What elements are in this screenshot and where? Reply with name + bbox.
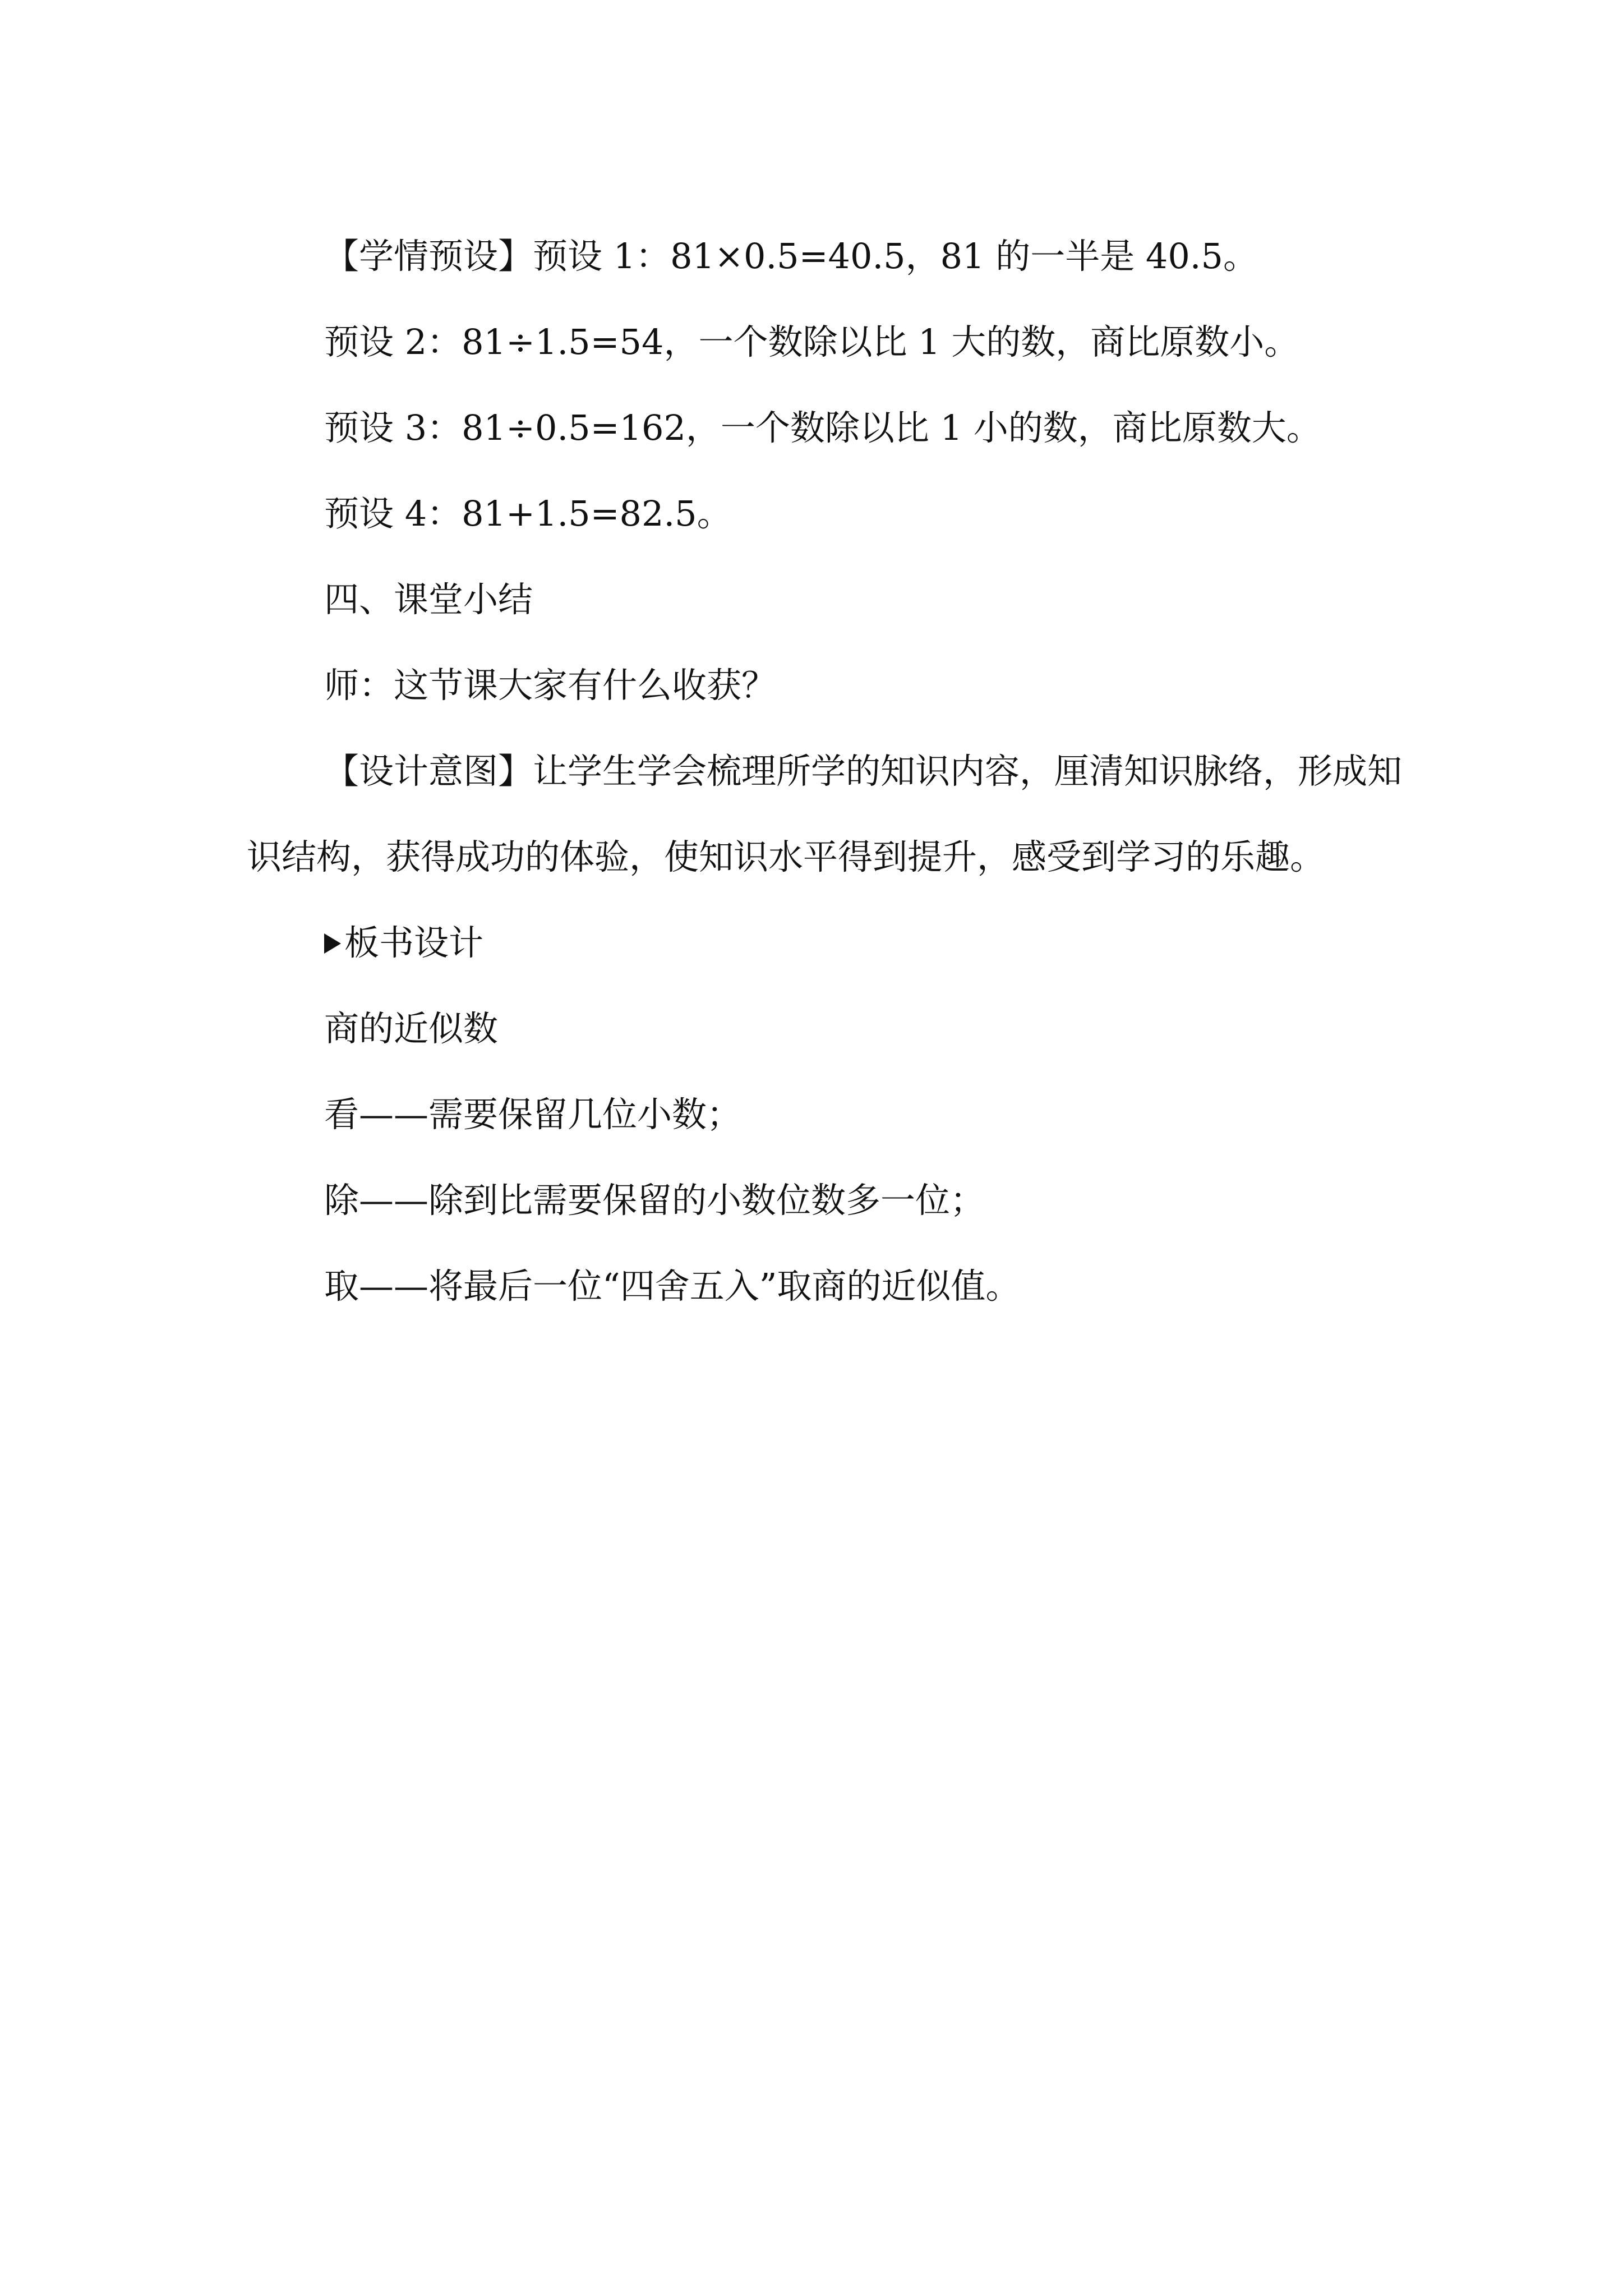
document-body — [247, 213, 1413, 1329]
board-line-take: 取——将最后一位“四舍五入”取商的近似值。 — [324, 1266, 1021, 1306]
triangle-bullet-icon — [324, 933, 341, 954]
board-line-divide: 除——除到比需要保留的小数位数多一位； — [324, 1180, 985, 1221]
board-line-title: 商的近似数 — [324, 1008, 499, 1049]
board-design-heading-text: 板书设计 — [344, 922, 484, 963]
board-line-look: 看——需要保留几位小数； — [324, 1094, 742, 1135]
section-heading-summary: 四、课堂小结 — [324, 579, 533, 620]
learning-preset-1: 【学情预设】预设 1：81×0.5=40.5，81 的一半是 40.5。 — [324, 236, 1258, 277]
teacher-question: 师：这节课大家有什么收获？ — [324, 665, 777, 706]
board-design-heading — [247, 900, 1413, 986]
learning-preset-3: 预设 3：81÷0.5=162，一个数除以比 1 小的数，商比原数大。 — [324, 407, 1321, 448]
learning-preset-4: 预设 4：81+1.5=82.5。 — [324, 493, 732, 534]
learning-preset-2: 预设 2：81÷1.5=54，一个数除以比 1 大的数，商比原数小。 — [324, 321, 1299, 362]
design-intent-paragraph: 【设计意图】让学生学会梳理所学的知识内容，厘清知识脉络，形成知识结构，获得成功的体验，使知识水平得到提升，感受到学习的乐趣。 — [247, 751, 1403, 877]
